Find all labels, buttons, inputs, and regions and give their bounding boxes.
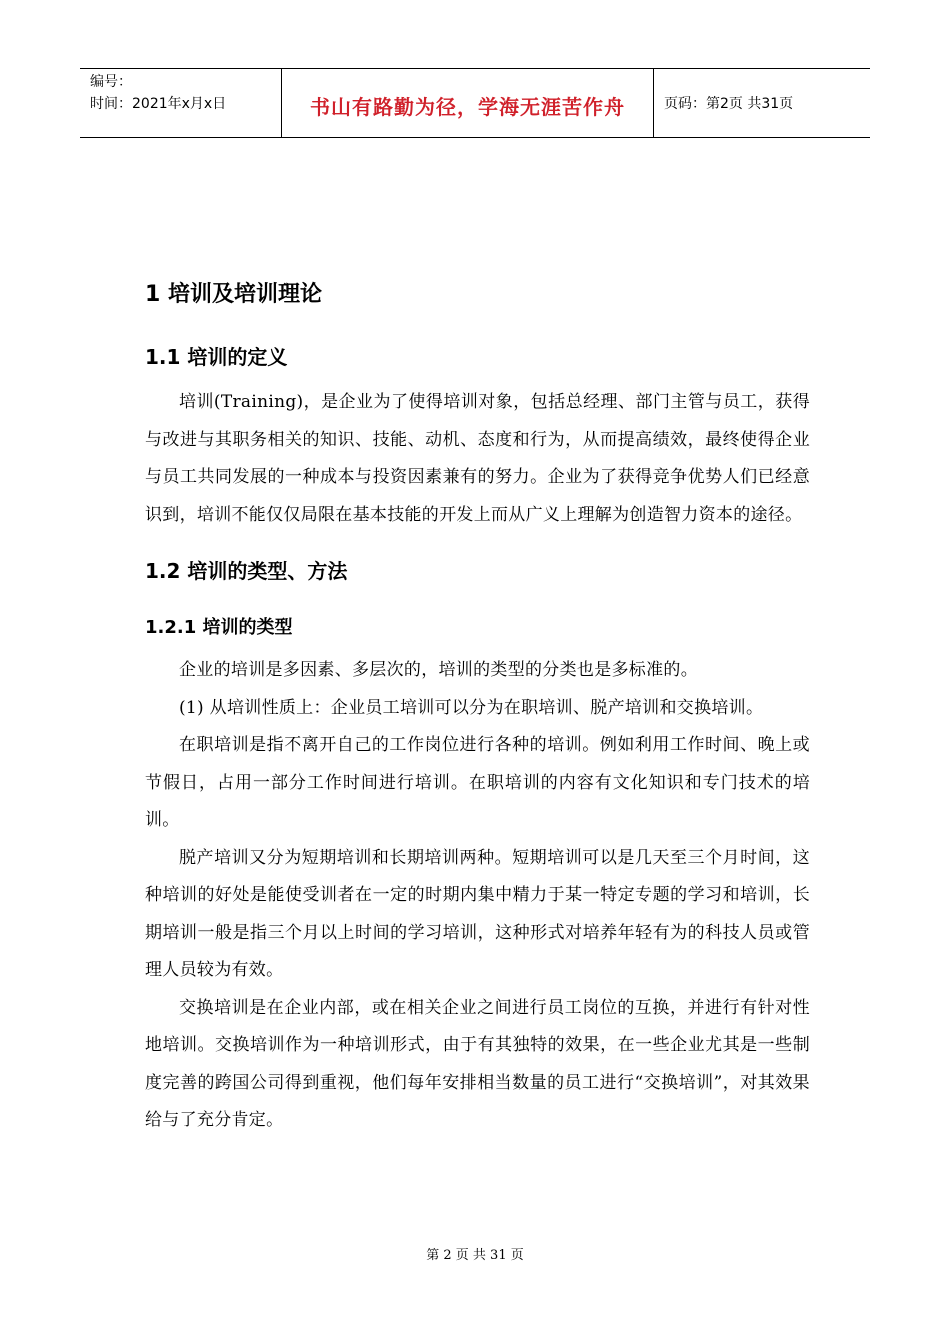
paragraph-types-intro: 企业的培训是多因素、多层次的，培训的类型的分类也是多标准的。: [179, 660, 698, 680]
header-meta-cell: [80, 69, 282, 137]
document-body: [145, 270, 810, 1140]
motto-text: 书山有路勤为径，学海无涯苦作舟: [310, 94, 625, 119]
page-info: 页码：第2页 共31页: [664, 96, 794, 112]
section-title-1-2: 1.2 培训的类型、方法: [145, 559, 348, 583]
section-title-1-1: 1.1 培训的定义: [145, 345, 288, 369]
subsection-title-1-2-1: 1.2.1 培训的类型: [145, 617, 293, 638]
header-page-cell: [654, 69, 870, 137]
paragraph-exchange: 交换培训是在企业内部，或在相关企业之间进行员工岗位的互换，并进行有针对性地培训。交换培训作为一种培训形式，由于有其独特的效果，在一些企业尤其是一些制度完善的跨国公司得到重视，他们每年安排相当数量的员工进行“交换培训”，对其效果给与了充分肯定。: [145, 997, 810, 1130]
paragraph-definition: 培训(Training)，是企业为了使得培训对象，包括总经理、部门主管与员工，获得与改进与其职务相关的知识、技能、动机、态度和行为，从而提高绩效，最终使得企业与员工共同发展的一种成本与投资因素兼有的努力。企业为了获得竞争优势人们已经意识到，培训不能仅仅局限在基本技能的开发上而从广义上理解为创造智力资本的途径。: [145, 392, 810, 525]
footer-page-number: 第 2 页 共 31 页: [426, 1248, 524, 1263]
chapter-title: 1 培训及培训理论: [145, 282, 322, 307]
paragraph-on-the-job: 在职培训是指不离开自己的工作岗位进行各种的培训。例如利用工作时间、晚上或节假日，占用一部分工作时间进行培训。在职培训的内容有文化知识和专门技术的培训。: [145, 735, 810, 830]
paragraph-off-the-job: 脱产培训又分为短期培训和长期培训两种。短期培训可以是几天至三个月时间，这种培训的好处是能使受训者在一定的时期内集中精力于某一特定专题的学习和培训，长期培训一般是指三个月以上时间的学习培训，这种形式对培养年轻有为的科技人员或管理人员较为有效。: [145, 847, 810, 980]
number-label: 编号：: [90, 74, 132, 90]
page-footer: [0, 1244, 950, 1263]
time-label: 时间：2021年x月x日: [90, 96, 227, 112]
header-table: [80, 68, 870, 138]
paragraph-nature-classification: (1) 从培训性质上：企业员工培训可以分为在职培训、脱产培训和交换培训。: [179, 697, 764, 718]
header-motto-cell: [282, 69, 654, 137]
